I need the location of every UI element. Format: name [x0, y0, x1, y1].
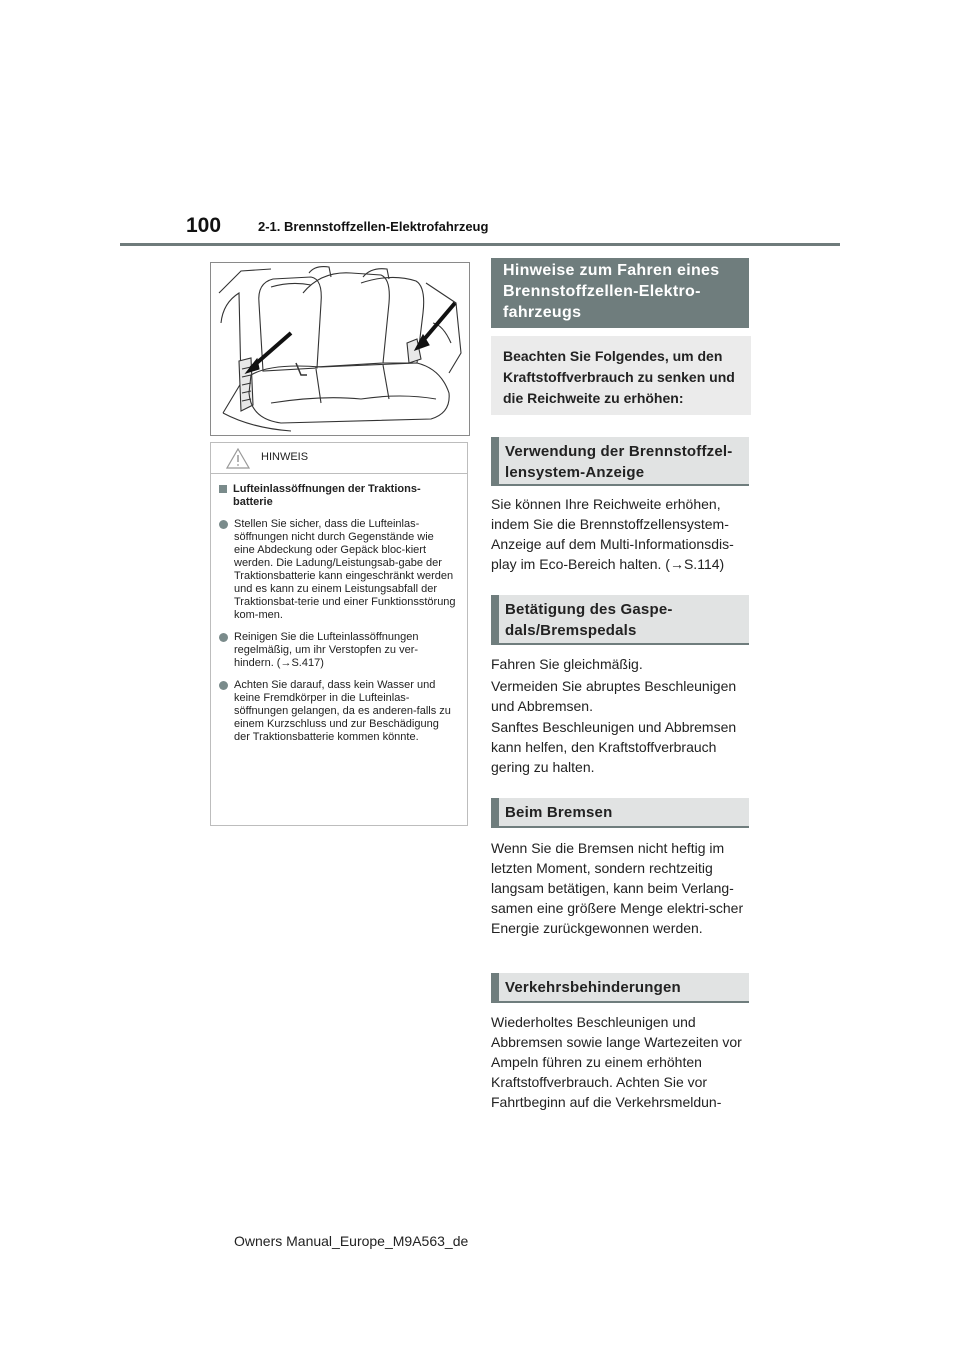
section-heading: Betätigung des Gaspe-dals/Bremspedals: [491, 595, 749, 645]
notice-item: Stellen Sie sicher, dass die Lufteinlas-söffnungen nicht durch Gegenstände wie eine Abdeckung oder Gepäck bloc-kiert werden. Die Ladung/Leistungsab-gabe der Traktionsbatterie kann eingeschränkt werden und es kann zu einem Leistungsabfall der Traktionsbat-terie und einer Funktionsstörung kom-men.: [219, 518, 457, 622]
tip-box: Beachten Sie Folgendes, um den Kraftstoffverbrauch zu senken und die Reichweite zu erhöhen:: [491, 336, 751, 415]
notice-item: Achten Sie darauf, dass kein Wasser und keine Fremdkörper in die Lufteinlas-söffnungen gelangen, da es anderen-falls zu einem Kurzschluss und zur Beschädigung der Traktionsbatterie kommen könnte.: [219, 679, 457, 744]
header-rule: [120, 243, 840, 246]
paragraph: Vermeiden Sie abruptes Beschleunigen und Abbremsen.: [491, 678, 737, 714]
notice-header: [211, 443, 467, 474]
paragraph: Wiederholtes Beschleunigen und Abbremsen sowie lange Wartezeiten vor Ampeln führen zu einem erhöhten Kraftstoffverbrauch. Achten Sie vor Fahrtbeginn auf die Verkehrsmeldun-: [491, 1014, 742, 1110]
section-heading: Beim Bremsen: [491, 798, 749, 828]
square-bullet-icon: [219, 485, 227, 493]
footer: Owners Manual_Europe_M9A563_de: [234, 1233, 469, 1249]
paragraph: Sanftes Beschleunigen und Abbremsen kann helfen, den Kraftstoffverbrauch gering zu halten.: [491, 719, 737, 775]
rear-seat-figure: [210, 262, 470, 436]
notice-box: [210, 442, 468, 826]
main-heading: Hinweise zum Fahren eines Brennstoffzellen-Elektro-fahrzeugs: [491, 258, 749, 328]
round-bullet-icon: [219, 633, 228, 642]
paragraph: Sie können Ihre Reichweite erhöhen, indem Sie die Brennstoffzellensystem-Anzeige auf dem Multi-Informationsdis-play im Eco-Bereich halten. (→S.114): [491, 496, 734, 572]
round-bullet-icon: [219, 520, 228, 529]
round-bullet-icon: [219, 681, 228, 690]
rear-seat-illustration-icon: [211, 263, 469, 435]
notice-label: HINWEIS: [261, 451, 309, 463]
notice-heading: Lufteinlassöffnungen der Traktions-batterie: [219, 483, 457, 509]
section-heading: Verwendung der Brennstoffzel-lensystem-Anzeige: [491, 437, 749, 486]
section-heading: Verkehrsbehinderungen: [491, 973, 749, 1003]
paragraph: Wenn Sie die Bremsen nicht heftig im letzten Moment, sondern rechtzeitig langsam betätigen, kann beim Verlang-samen eine größere Menge elektri-scher Energie zurückgewonnen werden.: [491, 840, 744, 936]
warning-icon: [226, 448, 250, 469]
section-title: 2-1. Brennstoffzellen-Elektrofahrzeug: [258, 219, 489, 234]
notice-item: Reinigen Sie die Lufteinlassöffnungen regelmäßig, um ihr Verstopfen zu ver-hindern. (→S.417): [219, 631, 457, 670]
page-number: 100: [186, 214, 222, 237]
paragraph: Fahren Sie gleichmäßig.: [491, 656, 643, 672]
